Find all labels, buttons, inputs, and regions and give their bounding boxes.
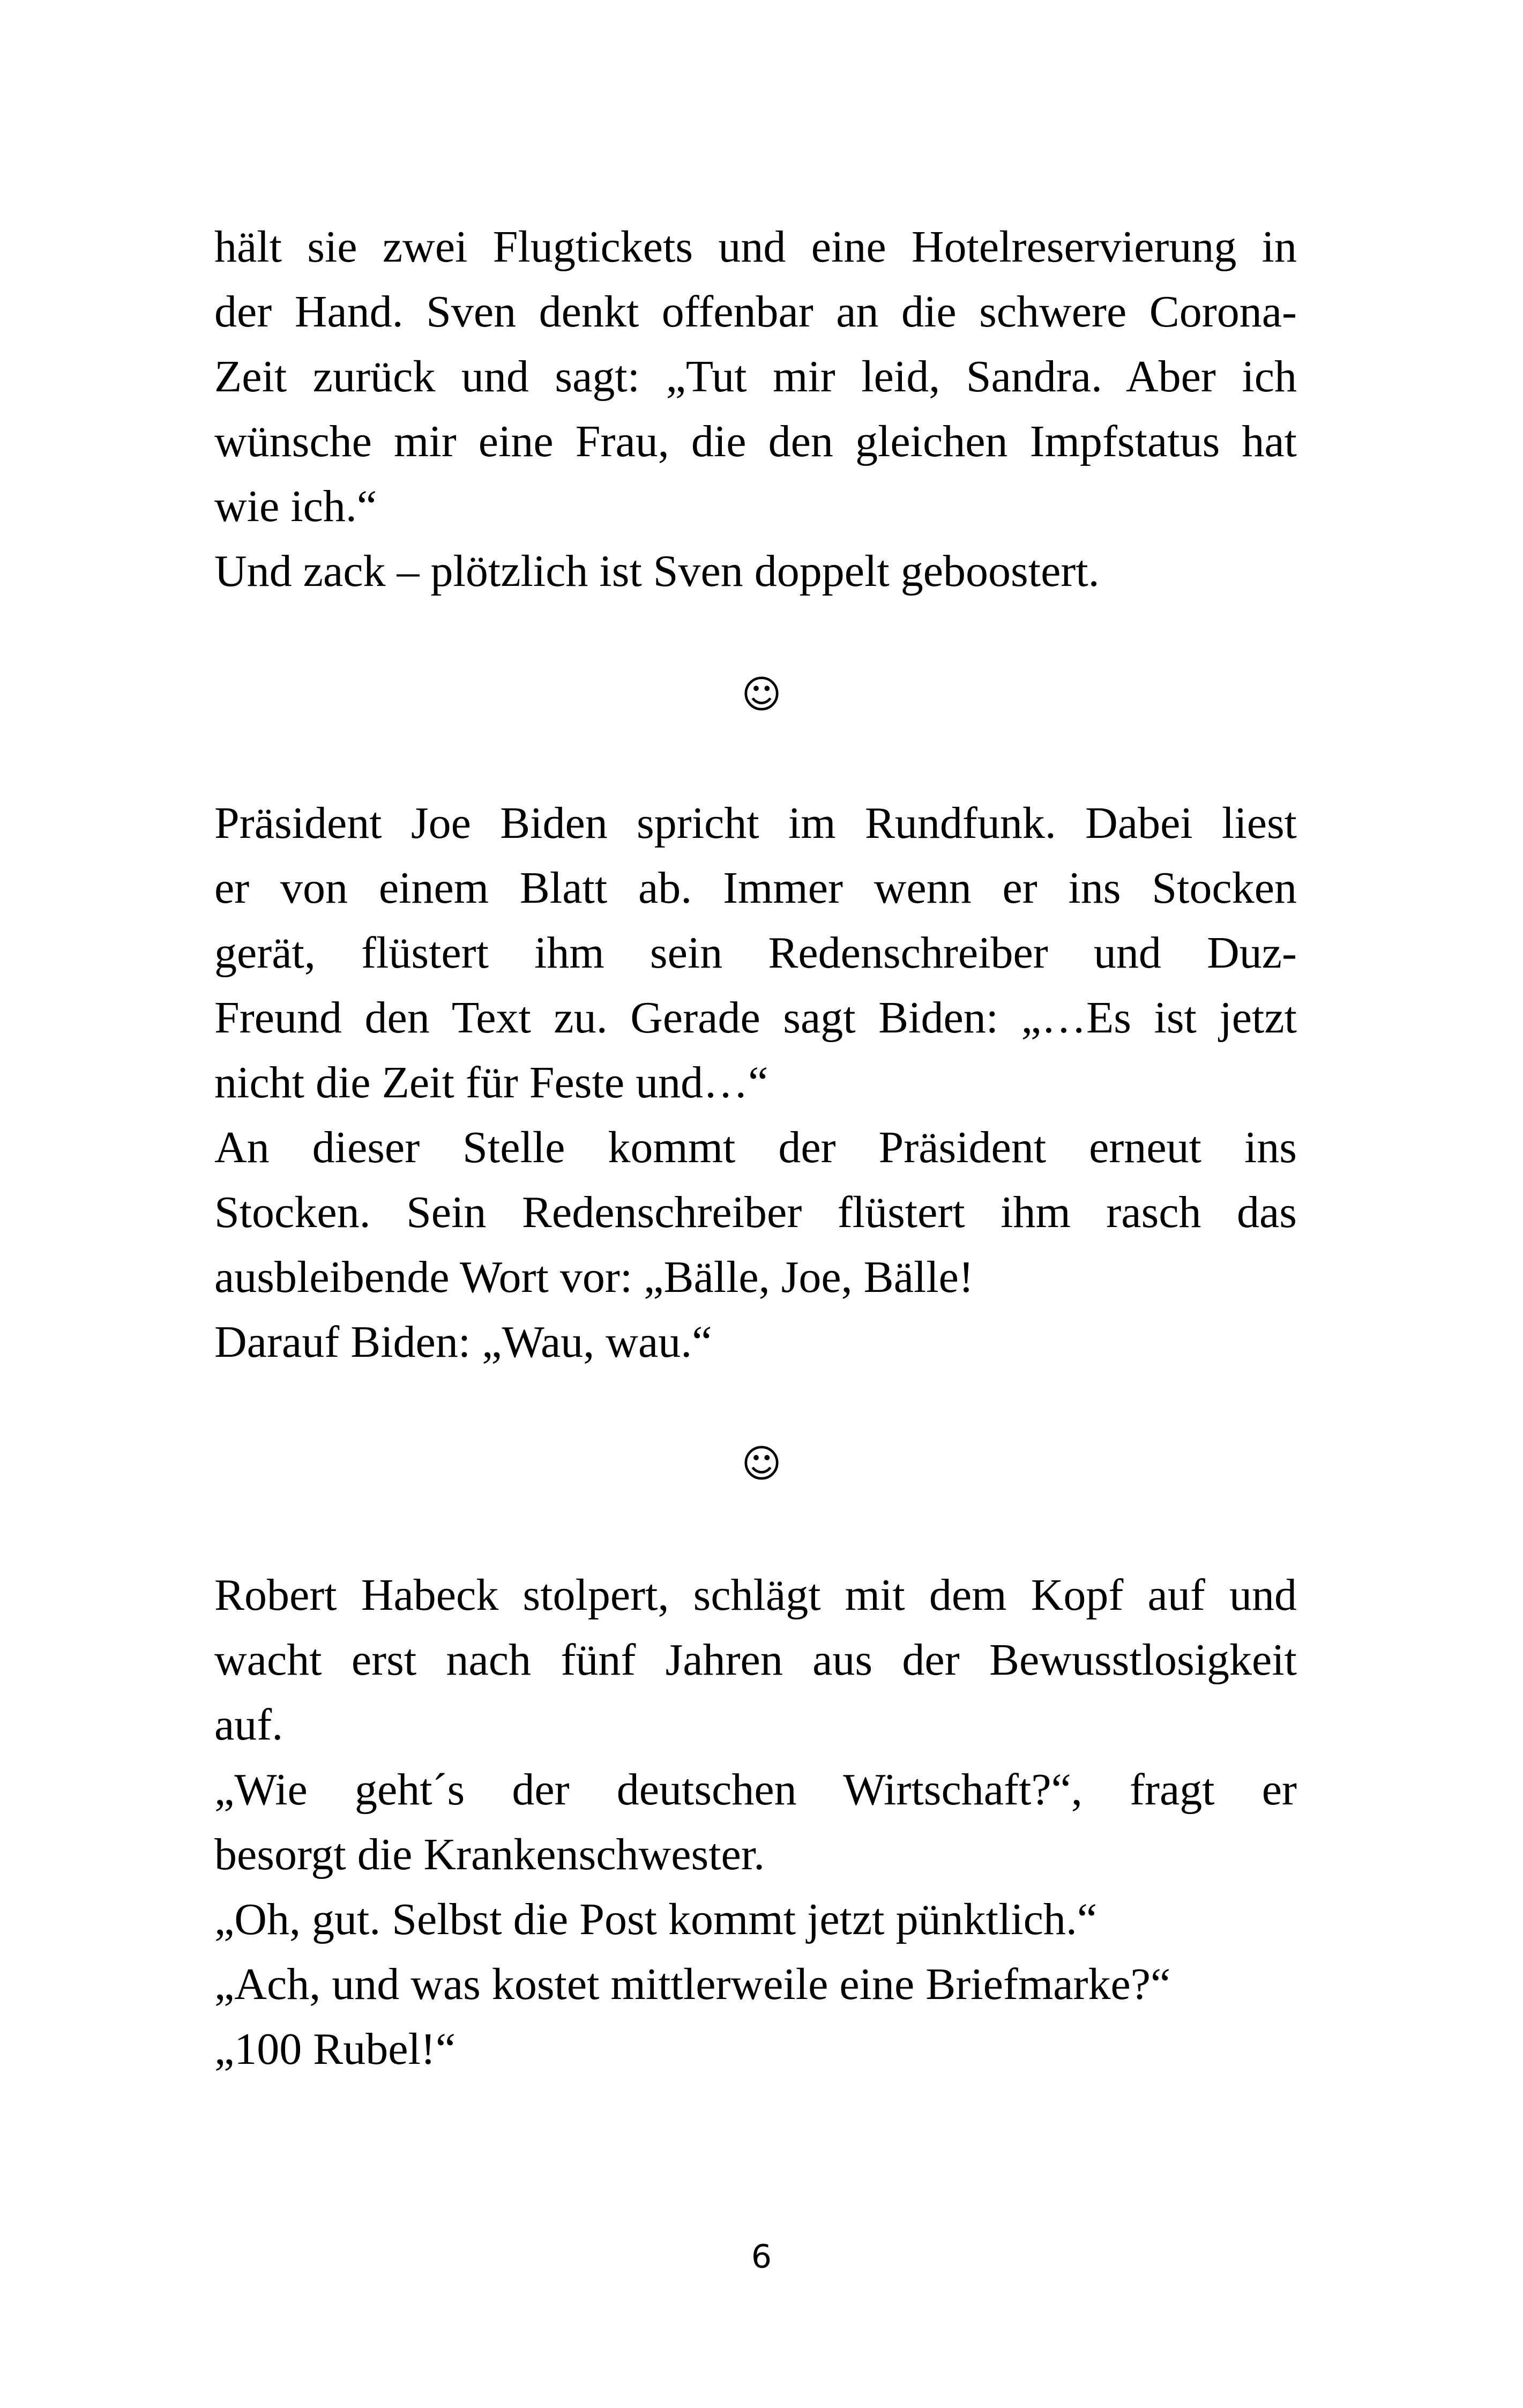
text-line: Robert Habeck stolpert, schlägt mit dem Kopf auf und: [214, 1570, 1297, 1620]
text-line: Zeit zurück und sagt: „Tut mir leid, Sandra. Aber ich: [214, 352, 1297, 402]
page-number: 6: [751, 2238, 772, 2276]
text-line: Freund den Text zu. Gerade sagt Biden: „…Es ist jetzt: [214, 993, 1297, 1043]
paragraph-biden: [214, 791, 1297, 1374]
text-line: „Oh, gut. Selbst die Post kommt jetzt pünktlich.“: [214, 1894, 1098, 1944]
text-line: wacht erst nach fünf Jahren aus der Bewusstlosigkeit: [214, 1635, 1297, 1685]
paragraph-habeck: [214, 1563, 1297, 2082]
text-line: der Hand. Sven denkt offenbar an die schwere Corona-: [214, 287, 1297, 337]
smiley-separator-icon: ☺: [741, 672, 782, 717]
text-line: Stocken. Sein Redenschreiber flüstert ihm rasch das: [214, 1187, 1297, 1237]
text-line: besorgt die Krankenschwester.: [214, 1830, 765, 1879]
text-line: auf.: [214, 1700, 283, 1750]
text-line: Präsident Joe Biden spricht im Rundfunk. Dabei liest: [214, 798, 1297, 848]
paragraph-sven: [214, 214, 1297, 604]
text-line: nicht die Zeit für Feste und…“: [214, 1058, 768, 1108]
text-line: ausbleibende Wort vor: „Bälle, Joe, Bälle!: [214, 1252, 974, 1302]
text-line: wünsche mir eine Frau, die den gleichen Impfstatus hat: [214, 417, 1297, 466]
text-line: hält sie zwei Flugtickets und eine Hotelreservierung in: [214, 222, 1297, 272]
text-line: An dieser Stelle kommt der Präsident erneut ins: [214, 1123, 1297, 1172]
text-line: Darauf Biden: „Wau, wau.“: [214, 1317, 712, 1367]
text-line: „Wie geht´s der deutschen Wirtschaft?“, fragt er: [214, 1765, 1297, 1815]
text-line: er von einem Blatt ab. Immer wenn er ins Stocken: [214, 863, 1297, 913]
text-line: „Ach, und was kostet mittlerweile eine Briefmarke?“: [214, 1959, 1171, 2009]
text-line: Und zack – plötzlich ist Sven doppelt geboostert.: [214, 546, 1100, 596]
smiley-separator-icon: ☺: [741, 1441, 782, 1486]
text-line: wie ich.“: [214, 481, 377, 531]
text-line: „100 Rubel!“: [214, 2024, 456, 2074]
text-line: gerät, flüstert ihm sein Redenschreiber und Duz-: [214, 928, 1297, 978]
